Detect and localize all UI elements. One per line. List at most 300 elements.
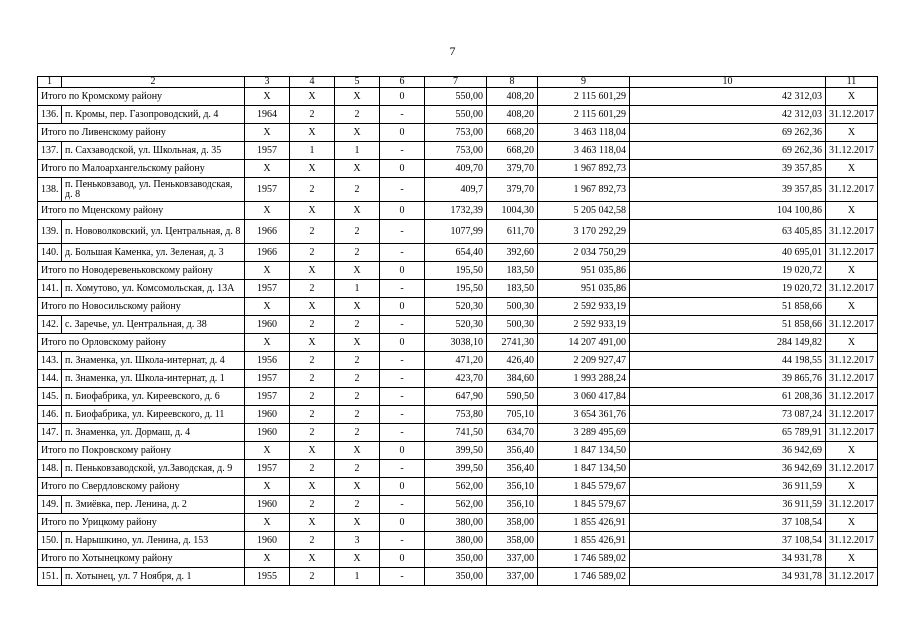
planned-date: Х [826,88,878,106]
year-built: 1960 [245,406,290,424]
cost-per-unit: 69 262,36 [630,142,826,160]
building-row [38,316,878,334]
repair-cost: 2 209 927,47 [538,352,630,370]
floors-count: 2 [290,496,335,514]
living-area: 337,00 [487,568,538,586]
row-number: 149. [38,496,62,514]
total-area: 520,30 [425,298,487,316]
year-built: 1957 [245,388,290,406]
year-built: Х [245,298,290,316]
entrances-count: 1 [335,280,380,298]
entrances-count: Х [335,298,380,316]
repair-cost: 1 967 892,73 [538,160,630,178]
year-built: Х [245,550,290,568]
entrances-count: 2 [335,220,380,244]
building-address: п. Биофабрика, ул. Киреевского, д. 11 [62,406,245,424]
floors-count: Х [290,124,335,142]
building-row [38,496,878,514]
repair-cost: 1 845 579,67 [538,478,630,496]
planned-date: 31.12.2017 [826,406,878,424]
floors-count: 1 [290,142,335,160]
total-area: 562,00 [425,496,487,514]
building-address: с. Заречье, ул. Центральная, д. 38 [62,316,245,334]
column-number: 7 [425,77,487,88]
repair-cost: 2 592 933,19 [538,316,630,334]
planned-date: 31.12.2017 [826,424,878,442]
col6-value: 0 [380,160,425,178]
district-total-row [38,160,878,178]
col6-value: - [380,220,425,244]
entrances-count: 2 [335,316,380,334]
year-built: 1966 [245,220,290,244]
col6-value: - [380,244,425,262]
total-area: 399,50 [425,460,487,478]
repair-cost: 3 060 417,84 [538,388,630,406]
col6-value: - [380,406,425,424]
repair-cost: 1 746 589,02 [538,550,630,568]
planned-date: Х [826,262,878,280]
column-number: 1 [38,77,62,88]
building-row [38,460,878,478]
entrances-count: 1 [335,568,380,586]
entrances-count: Х [335,514,380,532]
living-area: 500,30 [487,298,538,316]
total-area: 409,70 [425,160,487,178]
planned-date: Х [826,124,878,142]
building-row [38,568,878,586]
entrances-count: 2 [335,244,380,262]
planned-date: 31.12.2017 [826,142,878,160]
planned-date: 31.12.2017 [826,220,878,244]
total-area: 380,00 [425,532,487,550]
living-area: 668,20 [487,124,538,142]
total-area: 550,00 [425,106,487,124]
year-built: 1957 [245,370,290,388]
entrances-count: Х [335,88,380,106]
cost-per-unit: 51 858,66 [630,298,826,316]
living-area: 408,20 [487,106,538,124]
year-built: Х [245,334,290,352]
living-area: 337,00 [487,550,538,568]
repair-cost: 1 967 892,73 [538,178,630,202]
cost-per-unit: 63 405,85 [630,220,826,244]
repair-cost: 3 289 495,69 [538,424,630,442]
cost-per-unit: 19 020,72 [630,280,826,298]
district-total-row [38,88,878,106]
cost-per-unit: 284 149,82 [630,334,826,352]
row-number: 140. [38,244,62,262]
repair-cost: 1 993 288,24 [538,370,630,388]
building-address: п. Нарышкино, ул. Ленина, д. 153 [62,532,245,550]
column-number: 8 [487,77,538,88]
repair-cost: 1 845 579,67 [538,496,630,514]
floors-count: Х [290,442,335,460]
year-built: Х [245,88,290,106]
cost-per-unit: 36 911,59 [630,478,826,496]
cost-per-unit: 37 108,54 [630,514,826,532]
district-total-row [38,124,878,142]
building-row [38,406,878,424]
floors-count: 2 [290,424,335,442]
cost-per-unit: 39 357,85 [630,178,826,202]
row-number: 139. [38,220,62,244]
col6-value: 0 [380,88,425,106]
total-area: 753,00 [425,124,487,142]
building-address: п. Хомутово, ул. Комсомольская, д. 13А [62,280,245,298]
cost-per-unit: 36 942,69 [630,460,826,478]
entrances-count: Х [335,334,380,352]
building-row [38,370,878,388]
row-number: 147. [38,424,62,442]
planned-date: 31.12.2017 [826,316,878,334]
building-address: п. Хотынец, ул. 7 Ноября, д. 1 [62,568,245,586]
district-total-label: Итого по Урицкому району [38,514,245,532]
repair-cost: 3 170 292,29 [538,220,630,244]
living-area: 392,60 [487,244,538,262]
district-total-row [38,334,878,352]
col6-value: - [380,142,425,160]
living-area: 2741,30 [487,334,538,352]
total-area: 520,30 [425,316,487,334]
year-built: Х [245,202,290,220]
living-area: 356,10 [487,478,538,496]
floors-count: 2 [290,532,335,550]
year-built: Х [245,514,290,532]
repair-cost: 3 463 118,04 [538,142,630,160]
year-built: 1955 [245,568,290,586]
row-number: 143. [38,352,62,370]
floors-count: Х [290,298,335,316]
building-row [38,532,878,550]
col6-value: - [380,106,425,124]
col6-value: - [380,316,425,334]
repair-cost: 2 592 933,19 [538,298,630,316]
year-built: Х [245,124,290,142]
repair-cost: 1 855 426,91 [538,514,630,532]
entrances-count: 2 [335,424,380,442]
row-number: 137. [38,142,62,160]
district-total-label: Итого по Орловскому району [38,334,245,352]
building-address: п. Биофабрика, ул. Киреевского, д. 6 [62,388,245,406]
planned-date: Х [826,160,878,178]
planned-date: Х [826,550,878,568]
total-area: 195,50 [425,262,487,280]
row-number: 148. [38,460,62,478]
col6-value: 0 [380,334,425,352]
district-total-row [38,298,878,316]
col6-value: - [380,568,425,586]
year-built: Х [245,262,290,280]
planned-date: Х [826,298,878,316]
year-built: 1960 [245,424,290,442]
living-area: 379,70 [487,160,538,178]
building-address: п. Сахзаводской, ул. Школьная, д. 35 [62,142,245,160]
building-row [38,220,878,244]
total-area: 1077,99 [425,220,487,244]
year-built: 1956 [245,352,290,370]
cost-per-unit: 73 087,24 [630,406,826,424]
floors-count: 2 [290,352,335,370]
floors-count: Х [290,262,335,280]
total-area: 741,50 [425,424,487,442]
entrances-count: Х [335,160,380,178]
planned-date: Х [826,334,878,352]
building-address: п. Знаменка, ул. Дормаш, д. 4 [62,424,245,442]
building-row [38,388,878,406]
cost-per-unit: 104 100,86 [630,202,826,220]
cost-per-unit: 36 942,69 [630,442,826,460]
district-total-label: Итого по Мценскому району [38,202,245,220]
entrances-count: 3 [335,532,380,550]
floors-count: 2 [290,568,335,586]
building-address: п. Пеньковзаводской, ул.Заводская, д. 9 [62,460,245,478]
cost-per-unit: 34 931,78 [630,568,826,586]
living-area: 590,50 [487,388,538,406]
repair-cost: 1 847 134,50 [538,460,630,478]
living-area: 358,00 [487,532,538,550]
floors-count: Х [290,88,335,106]
planned-date: 31.12.2017 [826,370,878,388]
floors-count: Х [290,550,335,568]
planned-date: 31.12.2017 [826,106,878,124]
building-address: п. Знаменка, ул. Школа-интернат, д. 4 [62,352,245,370]
repair-cost: 2 115 601,29 [538,88,630,106]
col6-value: - [380,352,425,370]
col6-value: 0 [380,478,425,496]
total-area: 647,90 [425,388,487,406]
total-area: 350,00 [425,568,487,586]
repair-cost: 2 115 601,29 [538,106,630,124]
district-total-row [38,478,878,496]
repair-cost: 1 847 134,50 [538,442,630,460]
living-area: 634,70 [487,424,538,442]
living-area: 500,30 [487,316,538,334]
building-row [38,424,878,442]
total-area: 562,00 [425,478,487,496]
planned-date: 31.12.2017 [826,568,878,586]
repair-cost: 14 207 491,00 [538,334,630,352]
planned-date: 31.12.2017 [826,352,878,370]
building-row [38,178,878,202]
col6-value: - [380,370,425,388]
total-area: 471,20 [425,352,487,370]
year-built: 1960 [245,496,290,514]
building-address: п. Кромы, пер. Газопроводский, д. 4 [62,106,245,124]
district-total-label: Итого по Новодеревеньковскому району [38,262,245,280]
row-number: 141. [38,280,62,298]
total-area: 550,00 [425,88,487,106]
repair-cost: 951 035,86 [538,280,630,298]
living-area: 668,20 [487,142,538,160]
planned-date: 31.12.2017 [826,244,878,262]
cost-per-unit: 44 198,55 [630,352,826,370]
repair-cost: 2 034 750,29 [538,244,630,262]
cost-per-unit: 36 911,59 [630,496,826,514]
district-total-label: Итого по Хотынецкому району [38,550,245,568]
row-number: 150. [38,532,62,550]
year-built: Х [245,478,290,496]
year-built: 1957 [245,280,290,298]
building-row [38,106,878,124]
living-area: 384,60 [487,370,538,388]
total-area: 753,80 [425,406,487,424]
col6-value: - [380,280,425,298]
entrances-count: Х [335,442,380,460]
building-address: п. Нововолковский, ул. Центральная, д. 8 [62,220,245,244]
living-area: 379,70 [487,178,538,202]
building-address: д. Большая Каменка, ул. Зеленая, д. 3 [62,244,245,262]
repair-cost: 5 205 042,58 [538,202,630,220]
entrances-count: 2 [335,370,380,388]
housing-register-table [37,76,878,586]
total-area: 654,40 [425,244,487,262]
entrances-count: Х [335,550,380,568]
living-area: 183,50 [487,262,538,280]
total-area: 409,7 [425,178,487,202]
living-area: 1004,30 [487,202,538,220]
col6-value: 0 [380,262,425,280]
floors-count: 2 [290,106,335,124]
total-area: 380,00 [425,514,487,532]
cost-per-unit: 69 262,36 [630,124,826,142]
living-area: 356,10 [487,496,538,514]
floors-count: 2 [290,370,335,388]
cost-per-unit: 40 695,01 [630,244,826,262]
year-built: Х [245,160,290,178]
row-number: 146. [38,406,62,424]
building-address: п. Знаменка, ул. Школа-интернат, д. 1 [62,370,245,388]
entrances-count: 2 [335,460,380,478]
repair-cost: 3 463 118,04 [538,124,630,142]
column-number: 11 [826,77,878,88]
cost-per-unit: 37 108,54 [630,532,826,550]
floors-count: Х [290,202,335,220]
column-number: 6 [380,77,425,88]
planned-date: 31.12.2017 [826,460,878,478]
total-area: 399,50 [425,442,487,460]
planned-date: Х [826,478,878,496]
building-row [38,352,878,370]
planned-date: 31.12.2017 [826,532,878,550]
district-total-row [38,514,878,532]
planned-date: Х [826,442,878,460]
repair-cost: 951 035,86 [538,262,630,280]
planned-date: Х [826,202,878,220]
total-area: 195,50 [425,280,487,298]
district-total-label: Итого по Ливенскому району [38,124,245,142]
district-total-label: Итого по Новосильскому району [38,298,245,316]
living-area: 705,10 [487,406,538,424]
district-total-row [38,202,878,220]
entrances-count: 1 [335,142,380,160]
building-row [38,142,878,160]
col6-value: - [380,532,425,550]
row-number: 142. [38,316,62,334]
entrances-count: 2 [335,106,380,124]
living-area: 356,40 [487,460,538,478]
col6-value: - [380,460,425,478]
floors-count: 2 [290,244,335,262]
floors-count: Х [290,160,335,178]
year-built: Х [245,442,290,460]
living-area: 426,40 [487,352,538,370]
district-total-label: Итого по Кромскому району [38,88,245,106]
page-number: 7 [449,44,456,58]
floors-count: Х [290,478,335,496]
planned-date: 31.12.2017 [826,178,878,202]
floors-count: Х [290,334,335,352]
living-area: 611,70 [487,220,538,244]
entrances-count: 2 [335,352,380,370]
year-built: 1966 [245,244,290,262]
cost-per-unit: 42 312,03 [630,88,826,106]
floors-count: 2 [290,178,335,202]
cost-per-unit: 34 931,78 [630,550,826,568]
district-total-label: Итого по Свердловскому району [38,478,245,496]
col6-value: 0 [380,442,425,460]
district-total-label: Итого по Малоархангельскому району [38,160,245,178]
total-area: 350,00 [425,550,487,568]
planned-date: 31.12.2017 [826,496,878,514]
floors-count: 2 [290,316,335,334]
column-number: 5 [335,77,380,88]
entrances-count: 2 [335,388,380,406]
row-number: 138. [38,178,62,202]
entrances-count: Х [335,262,380,280]
floors-count: 2 [290,220,335,244]
row-number: 151. [38,568,62,586]
total-area: 753,00 [425,142,487,160]
year-built: 1960 [245,316,290,334]
year-built: 1957 [245,142,290,160]
cost-per-unit: 65 789,91 [630,424,826,442]
district-total-row [38,550,878,568]
col6-value: 0 [380,298,425,316]
col6-value: - [380,496,425,514]
entrances-count: 2 [335,178,380,202]
entrances-count: 2 [335,496,380,514]
floors-count: 2 [290,406,335,424]
entrances-count: Х [335,202,380,220]
col6-value: 0 [380,124,425,142]
row-number: 136. [38,106,62,124]
entrances-count: 2 [335,406,380,424]
cost-per-unit: 42 312,03 [630,106,826,124]
repair-cost: 1 855 426,91 [538,532,630,550]
col6-value: - [380,388,425,406]
living-area: 408,20 [487,88,538,106]
living-area: 356,40 [487,442,538,460]
total-area: 3038,10 [425,334,487,352]
planned-date: 31.12.2017 [826,388,878,406]
year-built: 1960 [245,532,290,550]
floors-count: 2 [290,460,335,478]
repair-cost: 3 654 361,76 [538,406,630,424]
entrances-count: Х [335,478,380,496]
column-number: 9 [538,77,630,88]
floors-count: 2 [290,388,335,406]
col6-value: - [380,178,425,202]
planned-date: Х [826,514,878,532]
district-total-label: Итого по Покровскому району [38,442,245,460]
column-number: 3 [245,77,290,88]
year-built: 1957 [245,460,290,478]
living-area: 183,50 [487,280,538,298]
cost-per-unit: 39 865,76 [630,370,826,388]
building-row [38,280,878,298]
building-row [38,244,878,262]
total-area: 423,70 [425,370,487,388]
